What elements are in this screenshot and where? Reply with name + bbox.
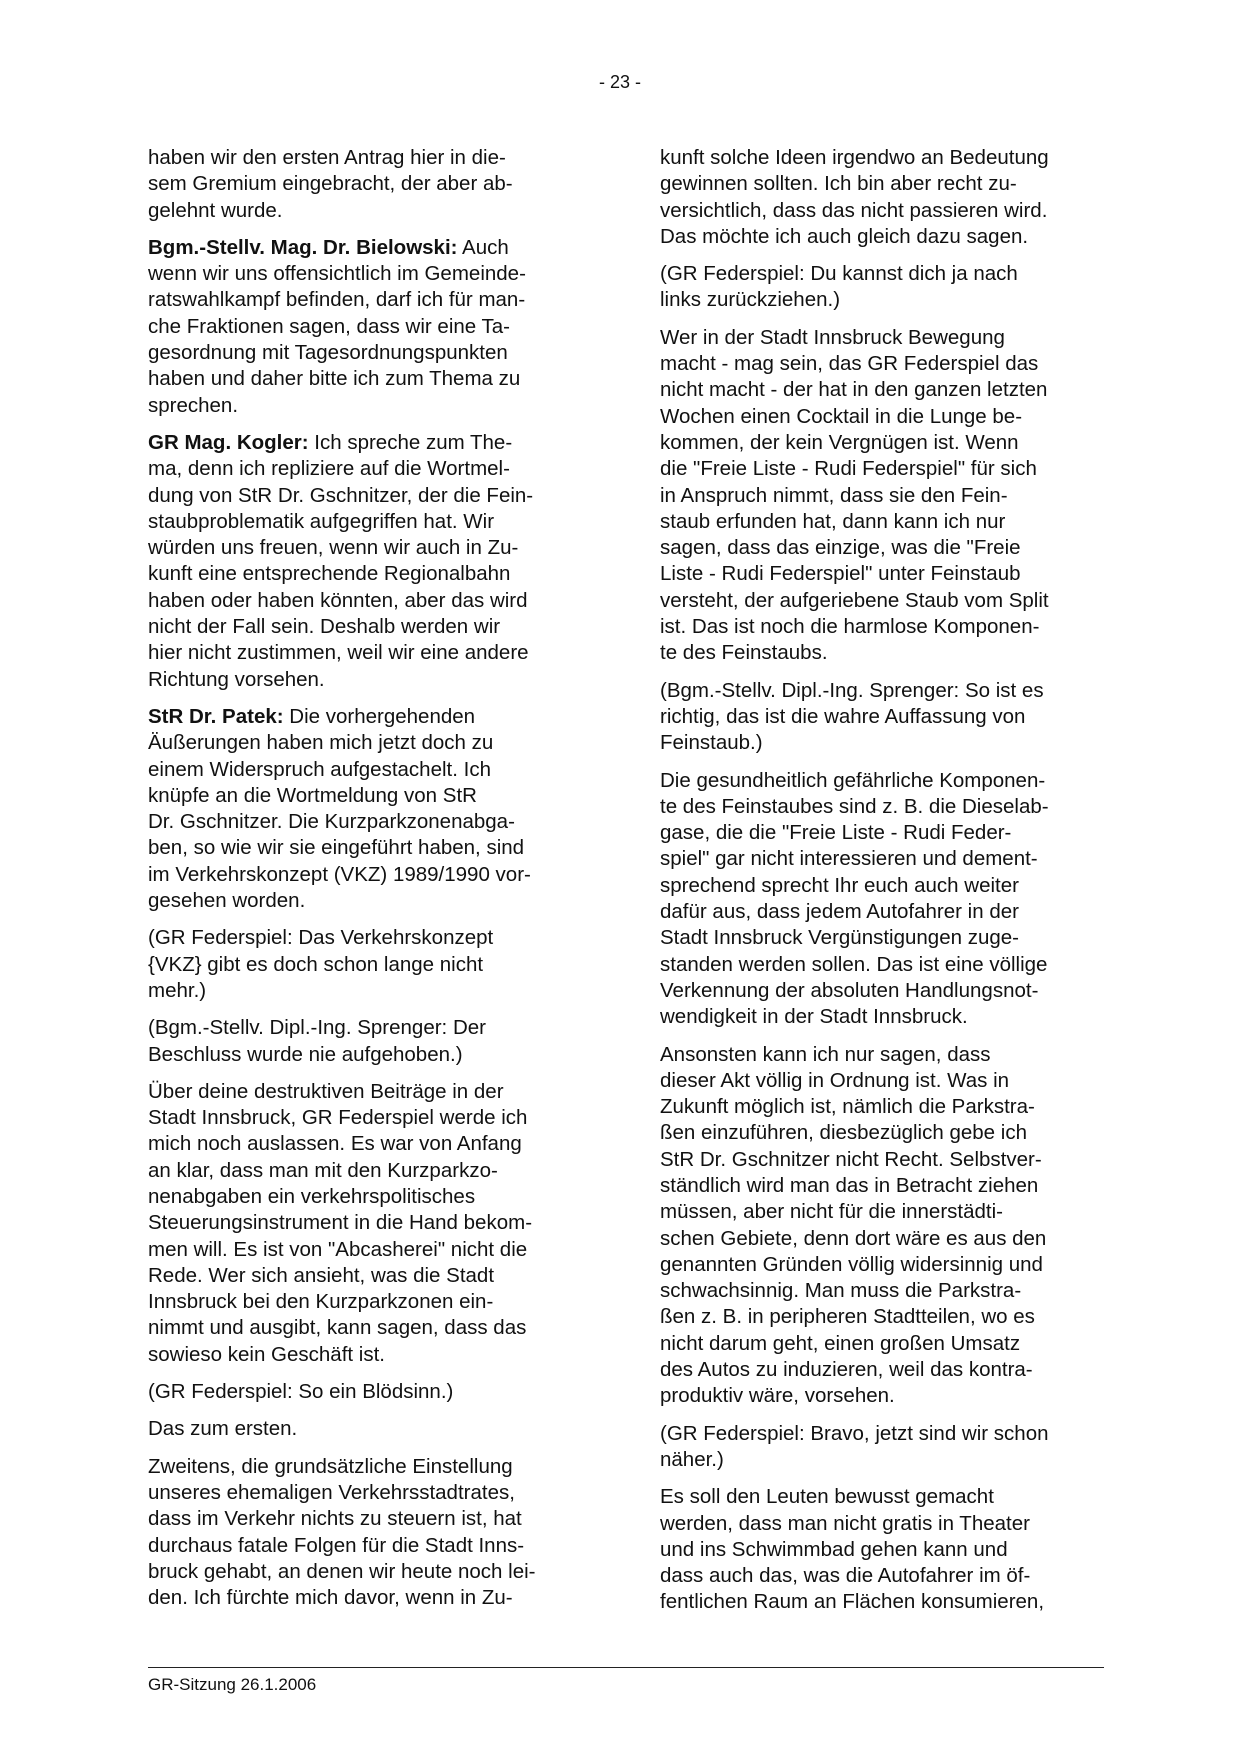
- paragraph: [660, 325, 1100, 667]
- text-line: ma, denn ich repliziere auf die Wortmel-: [148, 457, 510, 481]
- text-line: nimmt und ausgibt, kann sagen, dass das: [148, 1316, 527, 1340]
- text-line: Zweitens, die grundsätzliche Einstellung: [148, 1454, 513, 1478]
- text-line: würden uns freuen, wenn wir auch in Zu-: [148, 536, 519, 560]
- text-line: durchaus fatale Folgen für die Stadt Inns-: [148, 1533, 525, 1557]
- text-line: haben wir den ersten Antrag hier in die-: [148, 146, 506, 169]
- text-line: ratswahlkampf befinden, darf ich für man-: [148, 288, 526, 312]
- text-line: (Bgm.-Stellv. Dipl.-Ing. Sprenger: So ist es: [660, 678, 1044, 702]
- text-line: Das zum ersten.: [148, 1417, 298, 1441]
- speaker-name: StR Dr. Patek:: [148, 704, 284, 728]
- text-line: fentlichen Raum an Flächen konsumieren,: [660, 1590, 1045, 1614]
- text-line: mehr.): [148, 978, 207, 1002]
- text-line: spiel" gar nicht interessieren und dement-: [660, 847, 1038, 871]
- text-line: sprechend sprecht Ihr euch auch weiter: [660, 873, 1019, 897]
- paragraph: [148, 430, 588, 693]
- text-line: kunft eine entsprechende Regionalbahn: [148, 562, 511, 586]
- paragraph: [148, 704, 588, 914]
- text-line: che Fraktionen sagen, dass wir eine Ta-: [148, 314, 510, 338]
- text-line: Stadt Innsbruck, GR Federspiel werde ich: [148, 1106, 528, 1130]
- text-line: wenn wir uns offensichtlich im Gemeinde-: [148, 262, 526, 286]
- paragraph: [148, 1015, 588, 1068]
- text-line: richtig, das ist die wahre Auffassung von: [660, 704, 1026, 728]
- text-line: Wochen einen Cocktail in die Lunge be-: [660, 404, 1023, 428]
- text-line: men will. Es ist von "Abcasherei" nicht die: [148, 1237, 528, 1261]
- text-line: des Autos zu induzieren, weil das kontra-: [660, 1358, 1033, 1382]
- text-line: versteht, der aufgeriebene Staub vom Split: [660, 588, 1049, 612]
- text-line: {VKZ} gibt es doch schon lange nicht: [148, 952, 484, 976]
- paragraph: [660, 261, 1100, 314]
- text-line: StR Dr. Gschnitzer nicht Recht. Selbstver-: [660, 1147, 1042, 1171]
- text-line: (Bgm.-Stellv. Dipl.-Ing. Sprenger: Der: [148, 1016, 486, 1040]
- text-line: dieser Akt völlig in Ordnung ist. Was in: [660, 1068, 1010, 1092]
- text-line: gesordnung mit Tagesordnungspunkten: [148, 341, 508, 365]
- text-line: die "Freie Liste - Rudi Federspiel" für sich: [660, 457, 1037, 481]
- text-line: wendigkeit in der Stadt Innsbruck.: [660, 1005, 968, 1029]
- text-line: te des Feinstaubs.: [660, 641, 828, 665]
- paragraph: [660, 145, 1100, 250]
- speaker-name: Bgm.-Stellv. Mag. Dr. Bielowski:: [148, 235, 458, 259]
- text-line: (GR Federspiel: Du kannst dich ja nach: [660, 262, 1018, 286]
- text-line: haben und daher bitte ich zum Thema zu: [148, 367, 521, 391]
- text-line: müssen, aber nicht für die innerstädti-: [660, 1200, 1003, 1224]
- text-line: Es soll den Leuten bewusst gemacht: [660, 1485, 994, 1509]
- text-line: staubproblematik aufgegriffen hat. Wir: [148, 509, 495, 533]
- text-line: Feinstaub.): [660, 731, 763, 755]
- paragraph: [148, 145, 588, 224]
- paragraph: [148, 1079, 588, 1368]
- paragraph: [660, 768, 1100, 1031]
- text-line: Rede. Wer sich ansieht, was die Stadt: [148, 1263, 495, 1287]
- text-line: macht - mag sein, das GR Federspiel das: [660, 352, 1039, 376]
- text-line: hier nicht zustimmen, weil wir eine andere: [148, 641, 529, 665]
- text-line: Die vorhergehenden: [283, 704, 476, 728]
- paragraph: [148, 925, 588, 1004]
- text-line: Dr. Gschnitzer. Die Kurzparkzonenabga-: [148, 810, 515, 834]
- text-line: (GR Federspiel: So ein Blödsinn.): [148, 1380, 454, 1404]
- text-line: kommen, der kein Vergnügen ist. Wenn: [660, 430, 1019, 454]
- footer-divider: [148, 1667, 1104, 1668]
- left-column: [148, 145, 588, 1622]
- text-line: gase, die die "Freie Liste - Rudi Feder-: [660, 821, 1012, 845]
- text-line: näher.): [660, 1447, 724, 1471]
- text-line: im Verkehrskonzept (VKZ) 1989/1990 vor-: [148, 862, 531, 886]
- text-line: einem Widerspruch aufgestachelt. Ich: [148, 757, 491, 781]
- text-line: Steuerungsinstrument in die Hand bekom-: [148, 1211, 533, 1235]
- text-line: Liste - Rudi Federspiel" unter Feinstaub: [660, 562, 1021, 586]
- paragraph: [148, 235, 588, 419]
- text-line: genannten Gründen völlig widersinnig und: [660, 1252, 1043, 1276]
- text-line: Die gesundheitlich gefährliche Komponen-: [660, 768, 1046, 792]
- text-line: te des Feinstaubes sind z. B. die Dieselab-: [660, 794, 1049, 818]
- text-line: in Anspruch nimmt, dass sie den Fein-: [660, 483, 1008, 507]
- text-line: dass im Verkehr nichts zu steuern ist, hat: [148, 1507, 522, 1531]
- text-line: Äußerungen haben mich jetzt doch zu: [148, 731, 494, 755]
- text-line: gelehnt wurde.: [148, 198, 283, 222]
- text-line: knüpfe an die Wortmeldung von StR: [148, 783, 477, 807]
- paragraph: [660, 1484, 1100, 1615]
- text-line: sprechen.: [148, 393, 239, 417]
- text-line: nenabgaben ein verkehrspolitisches: [148, 1184, 476, 1208]
- footer-session-date: GR-Sitzung 26.1.2006: [148, 1675, 317, 1694]
- text-line: Das möchte ich auch gleich dazu sagen.: [660, 224, 1029, 248]
- text-line: kunft solche Ideen irgendwo an Bedeutung: [660, 146, 1049, 169]
- page-number: - 23 -: [598, 72, 641, 92]
- text-line: Beschluss wurde nie aufgehoben.): [148, 1042, 463, 1066]
- text-line: versichtlich, dass das nicht passieren wird.: [660, 198, 1048, 222]
- paragraph: [660, 678, 1100, 757]
- text-line: ßen z. B. in peripheren Stadtteilen, wo es: [660, 1305, 1035, 1329]
- text-line: (GR Federspiel: Bravo, jetzt sind wir schon: [660, 1421, 1049, 1445]
- text-line: Zukunft möglich ist, nämlich die Parkstra-: [660, 1095, 1035, 1119]
- text-line: nicht macht - der hat in den ganzen letzten: [660, 378, 1048, 402]
- text-line: produktiv wäre, vorsehen.: [660, 1384, 895, 1408]
- text-line: Wer in der Stadt Innsbruck Bewegung: [660, 325, 1005, 349]
- text-line: links zurückziehen.): [660, 288, 841, 312]
- text-line: und ins Schwimmbad gehen kann und: [660, 1537, 1008, 1561]
- speaker-name: GR Mag. Kogler:: [148, 430, 309, 454]
- right-column: [660, 145, 1100, 1627]
- text-line: Verkennung der absoluten Handlungsnot-: [660, 978, 1039, 1002]
- text-line: (GR Federspiel: Das Verkehrskonzept: [148, 926, 494, 950]
- paragraph: [148, 1416, 588, 1442]
- text-line: gewinnen sollten. Ich bin aber recht zu-: [660, 172, 1017, 196]
- text-line: schwachsinnig. Man muss die Parkstra-: [660, 1279, 1022, 1303]
- text-line: ständlich wird man das in Betracht ziehen: [660, 1173, 1039, 1197]
- paragraph: [148, 1454, 588, 1612]
- text-line: Richtung vorsehen.: [148, 667, 325, 691]
- text-line: Stadt Innsbruck Vergünstigungen zuge-: [660, 926, 1019, 950]
- text-line: dung von StR Dr. Gschnitzer, der die Fein-: [148, 483, 534, 507]
- text-line: nicht darum geht, einen großen Umsatz: [660, 1331, 1021, 1355]
- text-line: an klar, dass man mit den Kurzparkzo-: [148, 1158, 498, 1182]
- text-line: ßen einzuführen, diesbezüglich gebe ich: [660, 1121, 1027, 1145]
- text-line: sagen, dass das einzige, was die "Freie: [660, 536, 1021, 560]
- text-line: Über deine destruktiven Beiträge in der: [148, 1079, 504, 1103]
- text-line: unseres ehemaligen Verkehrsstadtrates,: [148, 1480, 515, 1504]
- text-line: gesehen worden.: [148, 889, 306, 913]
- paragraph: [660, 1042, 1100, 1410]
- text-line: haben oder haben könnten, aber das wird: [148, 588, 528, 612]
- text-line: staub erfunden hat, dann kann ich nur: [660, 509, 1006, 533]
- text-line: nicht der Fall sein. Deshalb werden wir: [148, 615, 501, 639]
- text-line: ben, so wie wir sie eingeführt haben, sind: [148, 836, 525, 860]
- text-line: ist. Das ist noch die harmlose Komponen-: [660, 615, 1040, 639]
- text-line: den. Ich fürchte mich davor, wenn in Zu-: [148, 1586, 513, 1610]
- paragraph: [660, 1421, 1100, 1474]
- text-line: werden, dass man nicht gratis in Theater: [660, 1511, 1030, 1535]
- text-line: Ansonsten kann ich nur sagen, dass: [660, 1042, 991, 1066]
- text-line: sowieso kein Geschäft ist.: [148, 1342, 385, 1366]
- text-line: schen Gebiete, denn dort wäre es aus den: [660, 1226, 1047, 1250]
- paragraph: [148, 1379, 588, 1405]
- text-line: Innsbruck bei den Kurzparkzonen ein-: [148, 1290, 494, 1314]
- text-line: bruck gehabt, an denen wir heute noch lei-: [148, 1559, 536, 1583]
- text-line: dass auch das, was die Autofahrer im öf-: [660, 1564, 1031, 1588]
- text-line: mich noch auslassen. Es war von Anfang: [148, 1132, 522, 1156]
- text-line: sem Gremium eingebracht, der aber ab-: [148, 172, 513, 196]
- text-line: Auch: [457, 235, 509, 259]
- text-line: dafür aus, dass jedem Autofahrer in der: [660, 900, 1019, 924]
- text-line: Ich spreche zum The-: [308, 430, 513, 454]
- text-line: standen werden sollen. Das ist eine völlige: [660, 952, 1048, 976]
